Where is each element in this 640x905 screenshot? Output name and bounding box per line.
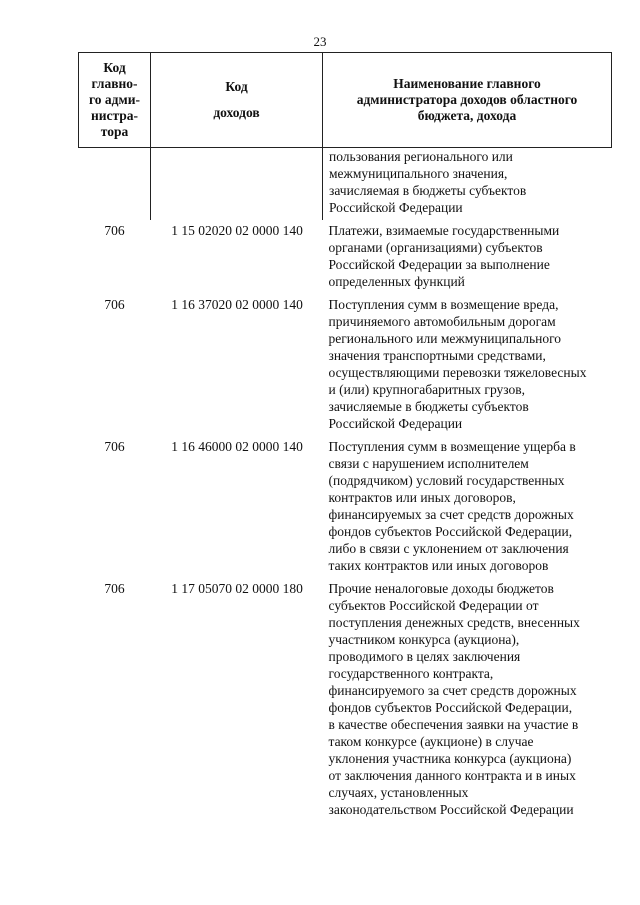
admin-code-cell: 706 — [104, 223, 125, 238]
page-number: 23 — [313, 34, 327, 49]
name-line: связи с нарушением исполнителем — [328, 456, 529, 471]
header-admin-code — [79, 53, 151, 148]
name-line: значения транспортными средствами, — [328, 348, 546, 363]
name-line: и (или) крупногабаритных грузов, — [328, 382, 526, 397]
header-admin-line: го адми- — [89, 92, 140, 107]
name-line: пользования регионального или — [329, 149, 513, 164]
name-line: причиняемого автомобильным дорогам — [328, 314, 556, 329]
name-line: таком конкурсе (аукционе) в случае — [328, 734, 534, 749]
name-line: Поступления сумм в возмещение ущерба в — [328, 439, 576, 454]
name-line: участником конкурса (аукциона), — [328, 632, 520, 647]
name-line: случаях, установленных — [328, 785, 469, 800]
name-line: органами (организациями) субъектов — [328, 240, 543, 255]
header-admin-line: главно- — [91, 76, 138, 91]
revenue-name-cell — [323, 294, 612, 436]
header-name-line: администратора доходов областного — [356, 92, 578, 107]
name-line: осуществляющими перевозки тяжеловесных — [328, 365, 587, 380]
name-line: фондов субъектов Российской Федерации, — [328, 700, 573, 715]
name-line: контрактов или иных договоров, — [328, 490, 516, 505]
name-line: законодательством Российской Федерации — [328, 802, 574, 817]
revenue-code-cell — [151, 148, 323, 221]
name-line: Прочие неналоговые доходы бюджетов — [328, 581, 554, 596]
table-row — [79, 578, 612, 822]
name-line: регионального или межмуниципального — [328, 331, 562, 346]
revenue-code-cell: 1 16 46000 02 0000 140 — [171, 439, 303, 454]
admin-code-cell — [79, 148, 151, 221]
name-line: проводимого в целях заключения — [328, 649, 521, 664]
header-admin-line: нистра- — [90, 108, 139, 123]
admin-code-cell: 706 — [104, 297, 125, 312]
header-revenue-code — [151, 53, 323, 148]
revenue-code-cell: 1 16 37020 02 0000 140 — [171, 297, 303, 312]
name-line: Поступления сумм в возмещение вреда, — [328, 297, 559, 312]
name-line: уклонения участника конкурса (аукциона) — [328, 751, 572, 766]
name-line: финансируемого за счет средств дорожных — [328, 683, 577, 698]
name-line: Российской Федерации — [329, 200, 463, 215]
header-revenue-name — [323, 53, 612, 148]
name-line: либо в связи с уклонением от заключения — [328, 541, 569, 556]
revenue-name-cell — [323, 220, 612, 294]
revenue-code-cell: 1 15 02020 02 0000 140 — [171, 223, 303, 238]
name-line: межмуниципального значения, — [329, 166, 508, 181]
name-line: зачисляемые в бюджеты субъектов — [328, 399, 529, 414]
admin-code-cell: 706 — [104, 581, 125, 596]
name-line: поступления денежных средств, внесенных — [328, 615, 580, 630]
name-line: от заключения данного контракта и в иных — [328, 768, 576, 783]
table-row — [79, 220, 612, 294]
table-row — [79, 294, 612, 436]
name-line: субъектов Российской Федерации от — [328, 598, 539, 613]
name-line: таких контрактов или иных договоров — [328, 558, 549, 573]
header-admin-line: Код — [103, 60, 126, 75]
name-line: финансируемых за счет средств дорожных — [328, 507, 574, 522]
header-code-line: Код — [225, 79, 248, 94]
revenue-code-cell: 1 17 05070 02 0000 180 — [171, 581, 303, 596]
name-line: Российской Федерации — [328, 416, 463, 431]
header-name-line: бюджета, дохода — [417, 108, 517, 123]
name-line: Платежи, взимаемые государственными — [328, 223, 560, 238]
revenue-name-cell — [323, 578, 612, 822]
revenue-name-cell — [323, 148, 612, 221]
header-admin-line: тора — [100, 124, 129, 139]
name-line: определенных функций — [328, 274, 465, 289]
name-line: зачисляемая в бюджеты субъектов — [329, 183, 527, 198]
revenue-name-cell — [323, 436, 612, 578]
table-row — [79, 148, 612, 221]
table-row — [79, 436, 612, 578]
name-line: государственного контракта, — [328, 666, 494, 681]
name-line: фондов субъектов Российской Федерации, — [328, 524, 573, 539]
name-line: (подрядчиком) условий государственных — [328, 473, 565, 488]
header-code-line: доходов — [213, 105, 260, 120]
revenue-table — [78, 52, 612, 822]
admin-code-cell: 706 — [104, 439, 125, 454]
name-line: в качестве обеспечения заявки на участие в — [328, 717, 579, 732]
table-header-row — [79, 53, 612, 148]
name-line: Российской Федерации за выполнение — [328, 257, 550, 272]
header-name-line: Наименование главного — [393, 76, 541, 91]
